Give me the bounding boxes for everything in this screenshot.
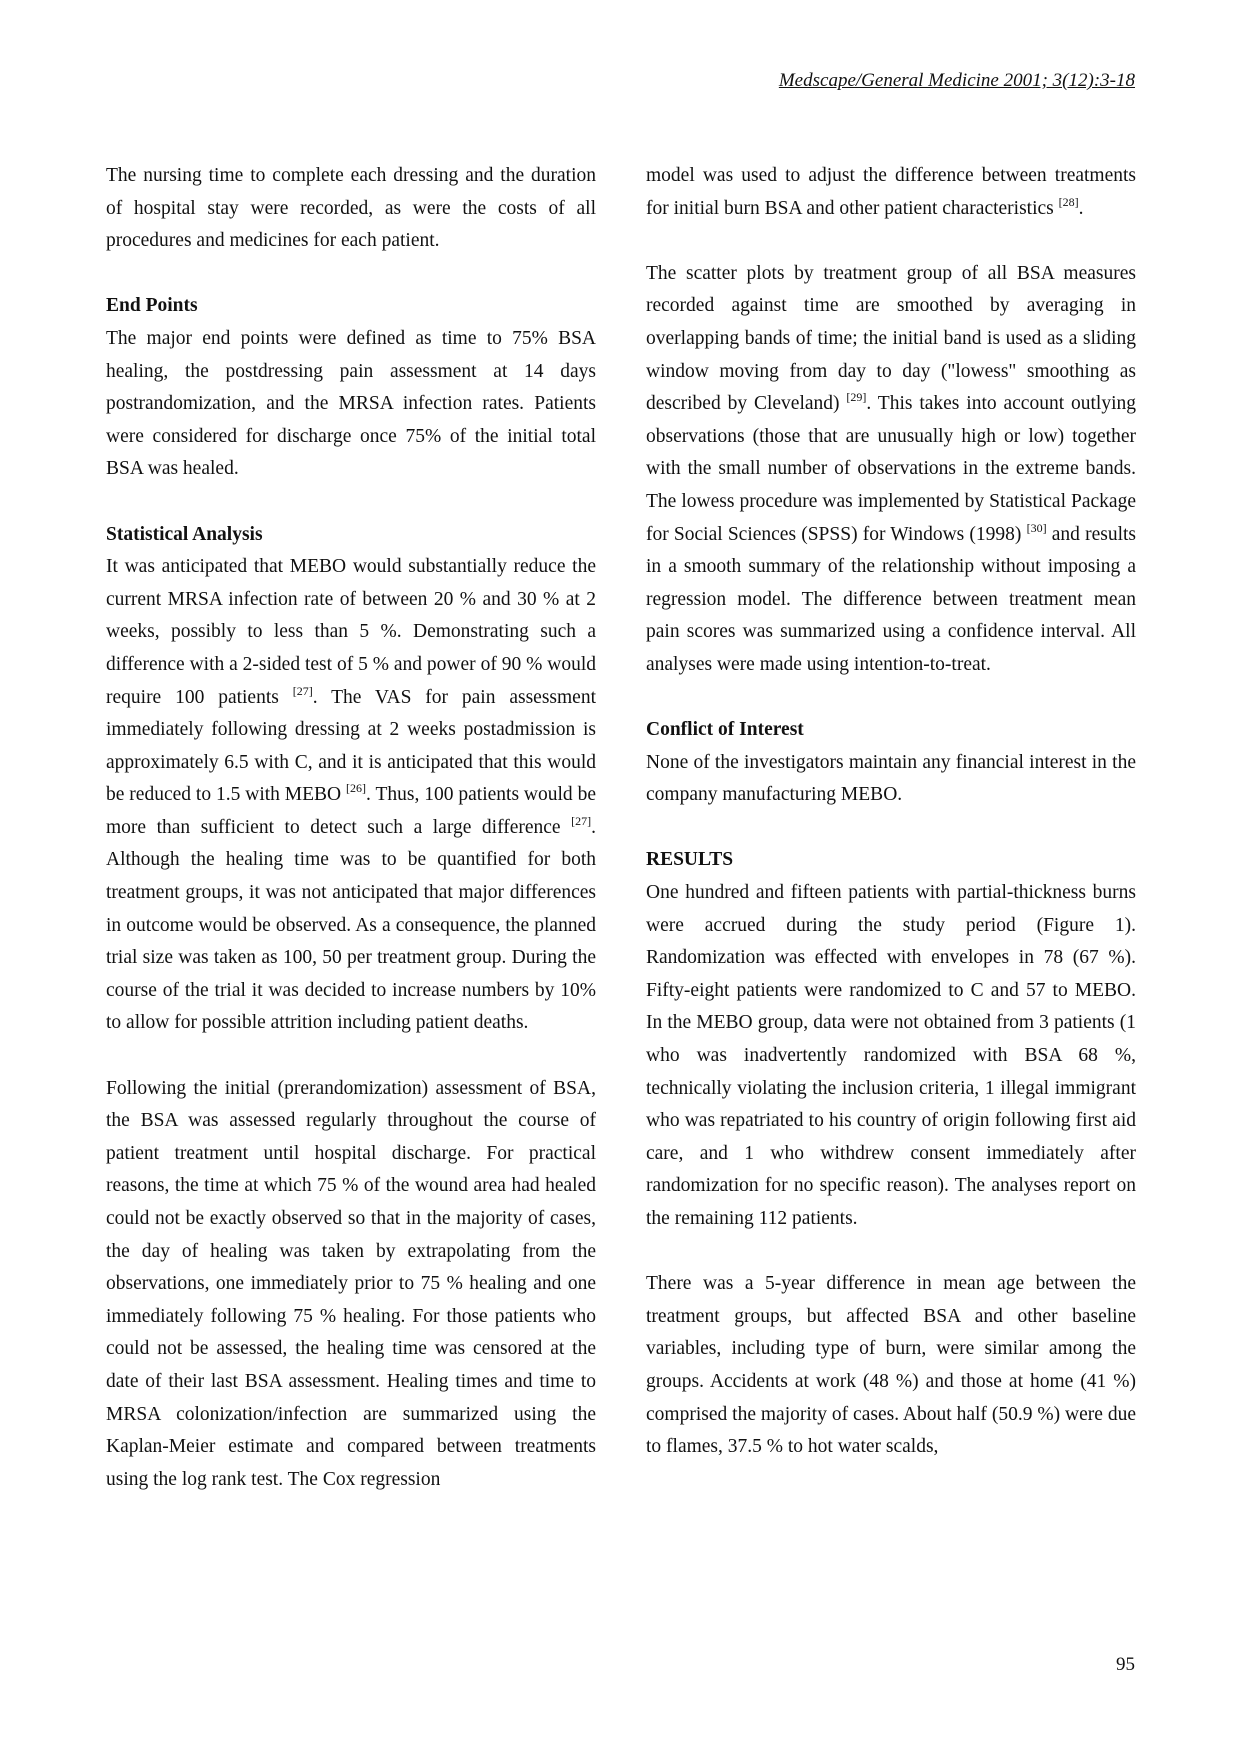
text-run: . Thus, 100 patients would be more than sufficient to detect such a large difference [106,784,596,838]
paragraph: One hundred and fifteen patients with partial-thickness burns were accrued during the study period (Figure 1). Randomization was effected with envelopes in 78 (67 %). Fifty-eight patients were randomized to C and 57 to MEBO. In the MEBO group, data were not obtained from 3 patients (1 who was inadvertently randomized with BSA 68 %, technically violating the inclusion criteria, 1 illegal immigrant who was repatriated to his country of origin following first aid care, and 1 who withdrew consent immediately after randomization for no specific reason). The analyses report on the remaining 112 patients. [646,882,1136,1229]
paragraph [646,160,1136,225]
text-run: and results in a smooth summary of the relationship without imposing a regression model. The difference between treatment mean pain scores was summarized using a confidence interval. All analyses were made using intention-to-treat. [646,523,1136,675]
paragraph: The major end points were defined as time to 75% BSA healing, the postdressing pain assessment at 14 days postrandomization, and the MRSA infection rates. Patients were considered for discharge once 75% of the initial total BSA was healed. [106,327,596,480]
paragraph: There was a 5-year difference in mean age between the treatment groups, but affected BSA and other baseline variables, including type of burn, were similar among the groups. Accidents at work (48 %) and those at home (41 %) comprised the majority of cases. About half (50.9 %) were due to flames, 37.5 % to hot water scalds, [646,1273,1136,1458]
text-run: . The VAS for pain assessment immediately following dressing at 2 weeks postadmission is approximately 6.5 with C, and it is anticipated that this would be reduced to 1.5 with MEBO [106,686,596,806]
citation-ref: [27] [292,683,313,698]
page-number: 95 [1116,1654,1135,1675]
section-heading-end-points: End Points [106,295,198,317]
text-run: . This takes into account outlying observations (those that are unusually high or low) together with the small number of observations in the extreme bands. The lowess procedure was implemented by Statistical Package for Social Sciences (SPSS) for Windows (1998) [646,393,1136,545]
text-run: model was used to adjust the difference between treatments for initial burn BSA and other patient characteristics [646,165,1136,219]
section-heading-statistical-analysis: Statistical Analysis [106,523,263,545]
section-heading-results: RESULTS [646,849,734,871]
paragraph: The nursing time to complete each dressing and the duration of hospital stay were recorded, as were the costs of all procedures and medicines for each patient. [106,165,596,252]
text-run: It was anticipated that MEBO would substantially reduce the current MRSA infection rate of between 20 % and 30 % at 2 weeks, possibly to less than 5 %. Demonstrating such a difference with a 2-sided test of 5 % and power of 90 % would require 100 patients [106,556,596,708]
citation-ref: [28] [1058,194,1079,209]
paragraph [106,551,596,1040]
citation-ref: [26] [346,781,367,796]
citation-ref: [30] [1026,520,1047,535]
paragraph [646,258,1136,682]
text-run: . Although the healing time was to be quantified for both treatment groups, it was not anticipated that major differences in outcome would be observed. As a consequence, the planned trial size was taken as 100, 50 per treatment group. During the course of the trial it was decided to increase numbers by 10% to allow for possible attrition including patient deaths. [106,816,596,1034]
section-heading-conflict-of-interest: Conflict of Interest [646,719,804,741]
text-run: . [1078,197,1084,219]
paragraph: Following the initial (prerandomization) assessment of BSA, the BSA was assessed regularly throughout the course of patient treatment until hospital discharge. For practical reasons, the time at which 75 % of the wound area had healed could not be exactly observed so that in the majority of cases, the day of healing was taken by extrapolating from the observations, one immediately prior to 75 % healing and one immediately following 75 % healing. For those patients who could not be assessed, the healing time was censored at the date of their last BSA assessment. Healing times and time to MRSA colonization/infection are summarized using the Kaplan-Meier estimate and compared between treatments using the log rank test. The Cox regression [106,1077,596,1490]
paragraph: None of the investigators maintain any financial interest in the company manufacturing MEBO. [646,751,1136,806]
right-column [646,160,1136,1464]
citation-ref: [29] [846,390,867,405]
running-header: Medscape/General Medicine 2001; 3(12):3-18 [778,70,1135,91]
text-run: The scatter plots by treatment group of all BSA measures recorded against time are smoothed by averaging in overlapping bands of time; the initial band is used as a sliding window moving from day to day ("lowess" smoothing as described by Cleveland) [646,262,1136,415]
left-column [106,160,596,1496]
citation-ref: [27] [571,813,592,828]
